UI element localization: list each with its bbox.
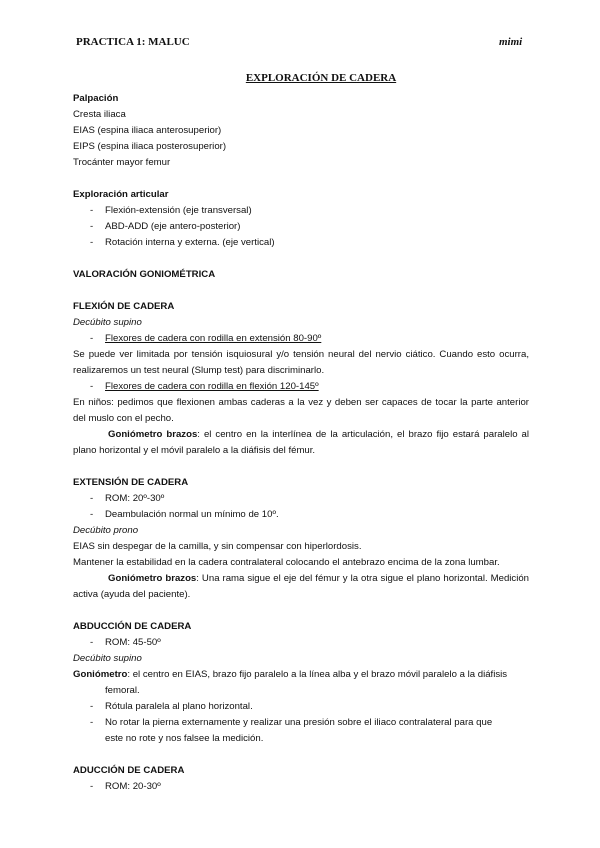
palpacion-item: EIPS (espina iliaca posterosuperior) — [73, 141, 227, 152]
abduccion-list-item: - Rótula paralela al plano horizontal. — [90, 701, 253, 712]
abduccion-position: Decúbito supino — [73, 653, 142, 664]
exploracion-list-item: - Flexión-extensión (eje transversal) — [90, 205, 252, 216]
extension-goniometro-paragraph: Goniómetro brazos: Una rama sigue el eje del fémur y la otra sigue el plano horizontal. Medición activa (ayuda del paciente). — [73, 573, 530, 600]
flexion-list-item: - Flexores de cadera con rodilla en extensión 80-90º — [90, 333, 322, 344]
exploracion-heading: Exploración articular — [73, 189, 169, 200]
page-title: EXPLORACIÓN DE CADERA — [245, 72, 397, 84]
exploracion-list-item: - Rotación interna y externa. (eje vertical) — [90, 237, 275, 248]
extension-paragraph: Mantener la estabilidad en la cadera contralateral colocando el antebrazo encima de la zona lumbar. — [73, 557, 500, 568]
flexion-goniometro-paragraph: Goniómetro brazos: el centro en la interlínea de la articulación, el brazo fijo estará paralelo al plano horizontal y el móvil paralelo a la diáfisis del fémur. — [73, 429, 530, 456]
flexion-paragraph: En niños: pedimos que flexionen ambas caderas a la vez y deben ser capaces de tocar la parte anterior del muslo con el pecho. — [73, 397, 529, 424]
extension-list-item: - ROM: 20º-30º — [90, 493, 165, 504]
aduccion-heading: ADUCCIÓN DE CADERA — [73, 765, 185, 776]
abduccion-heading: ABDUCCIÓN DE CADERA — [73, 621, 192, 632]
abduccion-list-item-continuation: este no rote y nos falsee la medición. — [105, 733, 264, 744]
palpacion-item: EIAS (espina iliaca anterosuperior) — [73, 125, 222, 136]
document-header-author: mimi — [499, 36, 523, 48]
document-body — [73, 72, 529, 795]
flexion-heading: FLEXIÓN DE CADERA — [73, 301, 175, 312]
extension-heading: EXTENSIÓN DE CADERA — [73, 477, 189, 488]
extension-position: Decúbito prono — [73, 525, 139, 536]
palpacion-heading: Palpación — [73, 93, 119, 104]
abduccion-goniometro-continuation: femoral. — [105, 685, 140, 696]
document-header-course: PRACTICA 1: MALUC — [76, 36, 190, 48]
palpacion-item: Trocánter mayor femur — [73, 157, 171, 168]
exploracion-list-item: - ABD-ADD (eje antero-posterior) — [90, 221, 241, 232]
aduccion-list-item: - ROM: 20-30º — [90, 781, 161, 792]
flexion-list-item: - Flexores de cadera con rodilla en flexión 120-145º — [90, 381, 319, 392]
goniometria-heading: VALORACIÓN GONIOMÉTRICA — [73, 269, 216, 280]
extension-paragraph: EIAS sin despegar de la camilla, y sin compensar con hiperlordosis. — [73, 541, 362, 552]
flexion-position: Decúbito supino — [73, 317, 142, 328]
palpacion-item: Cresta iliaca — [73, 109, 126, 120]
abduccion-list-item: - No rotar la pierna externamente y realizar una presión sobre el iliaco contralateral para que — [90, 717, 493, 728]
abduccion-list-item: - ROM: 45-50º — [90, 637, 161, 648]
extension-list-item: - Deambulación normal un mínimo de 10º. — [90, 509, 279, 520]
flexion-paragraph: Se puede ver limitada por tensión isquiosural y/o tensión neural del nervio ciático. Cuando esto ocurra, realizaremos un test neural (Slump test) para discriminarlo. — [73, 349, 529, 376]
abduccion-goniometro-paragraph: Goniómetro: el centro en EIAS, brazo fijo paralelo a la línea alba y el brazo móvil paralelo a la diáfisis — [73, 669, 508, 680]
